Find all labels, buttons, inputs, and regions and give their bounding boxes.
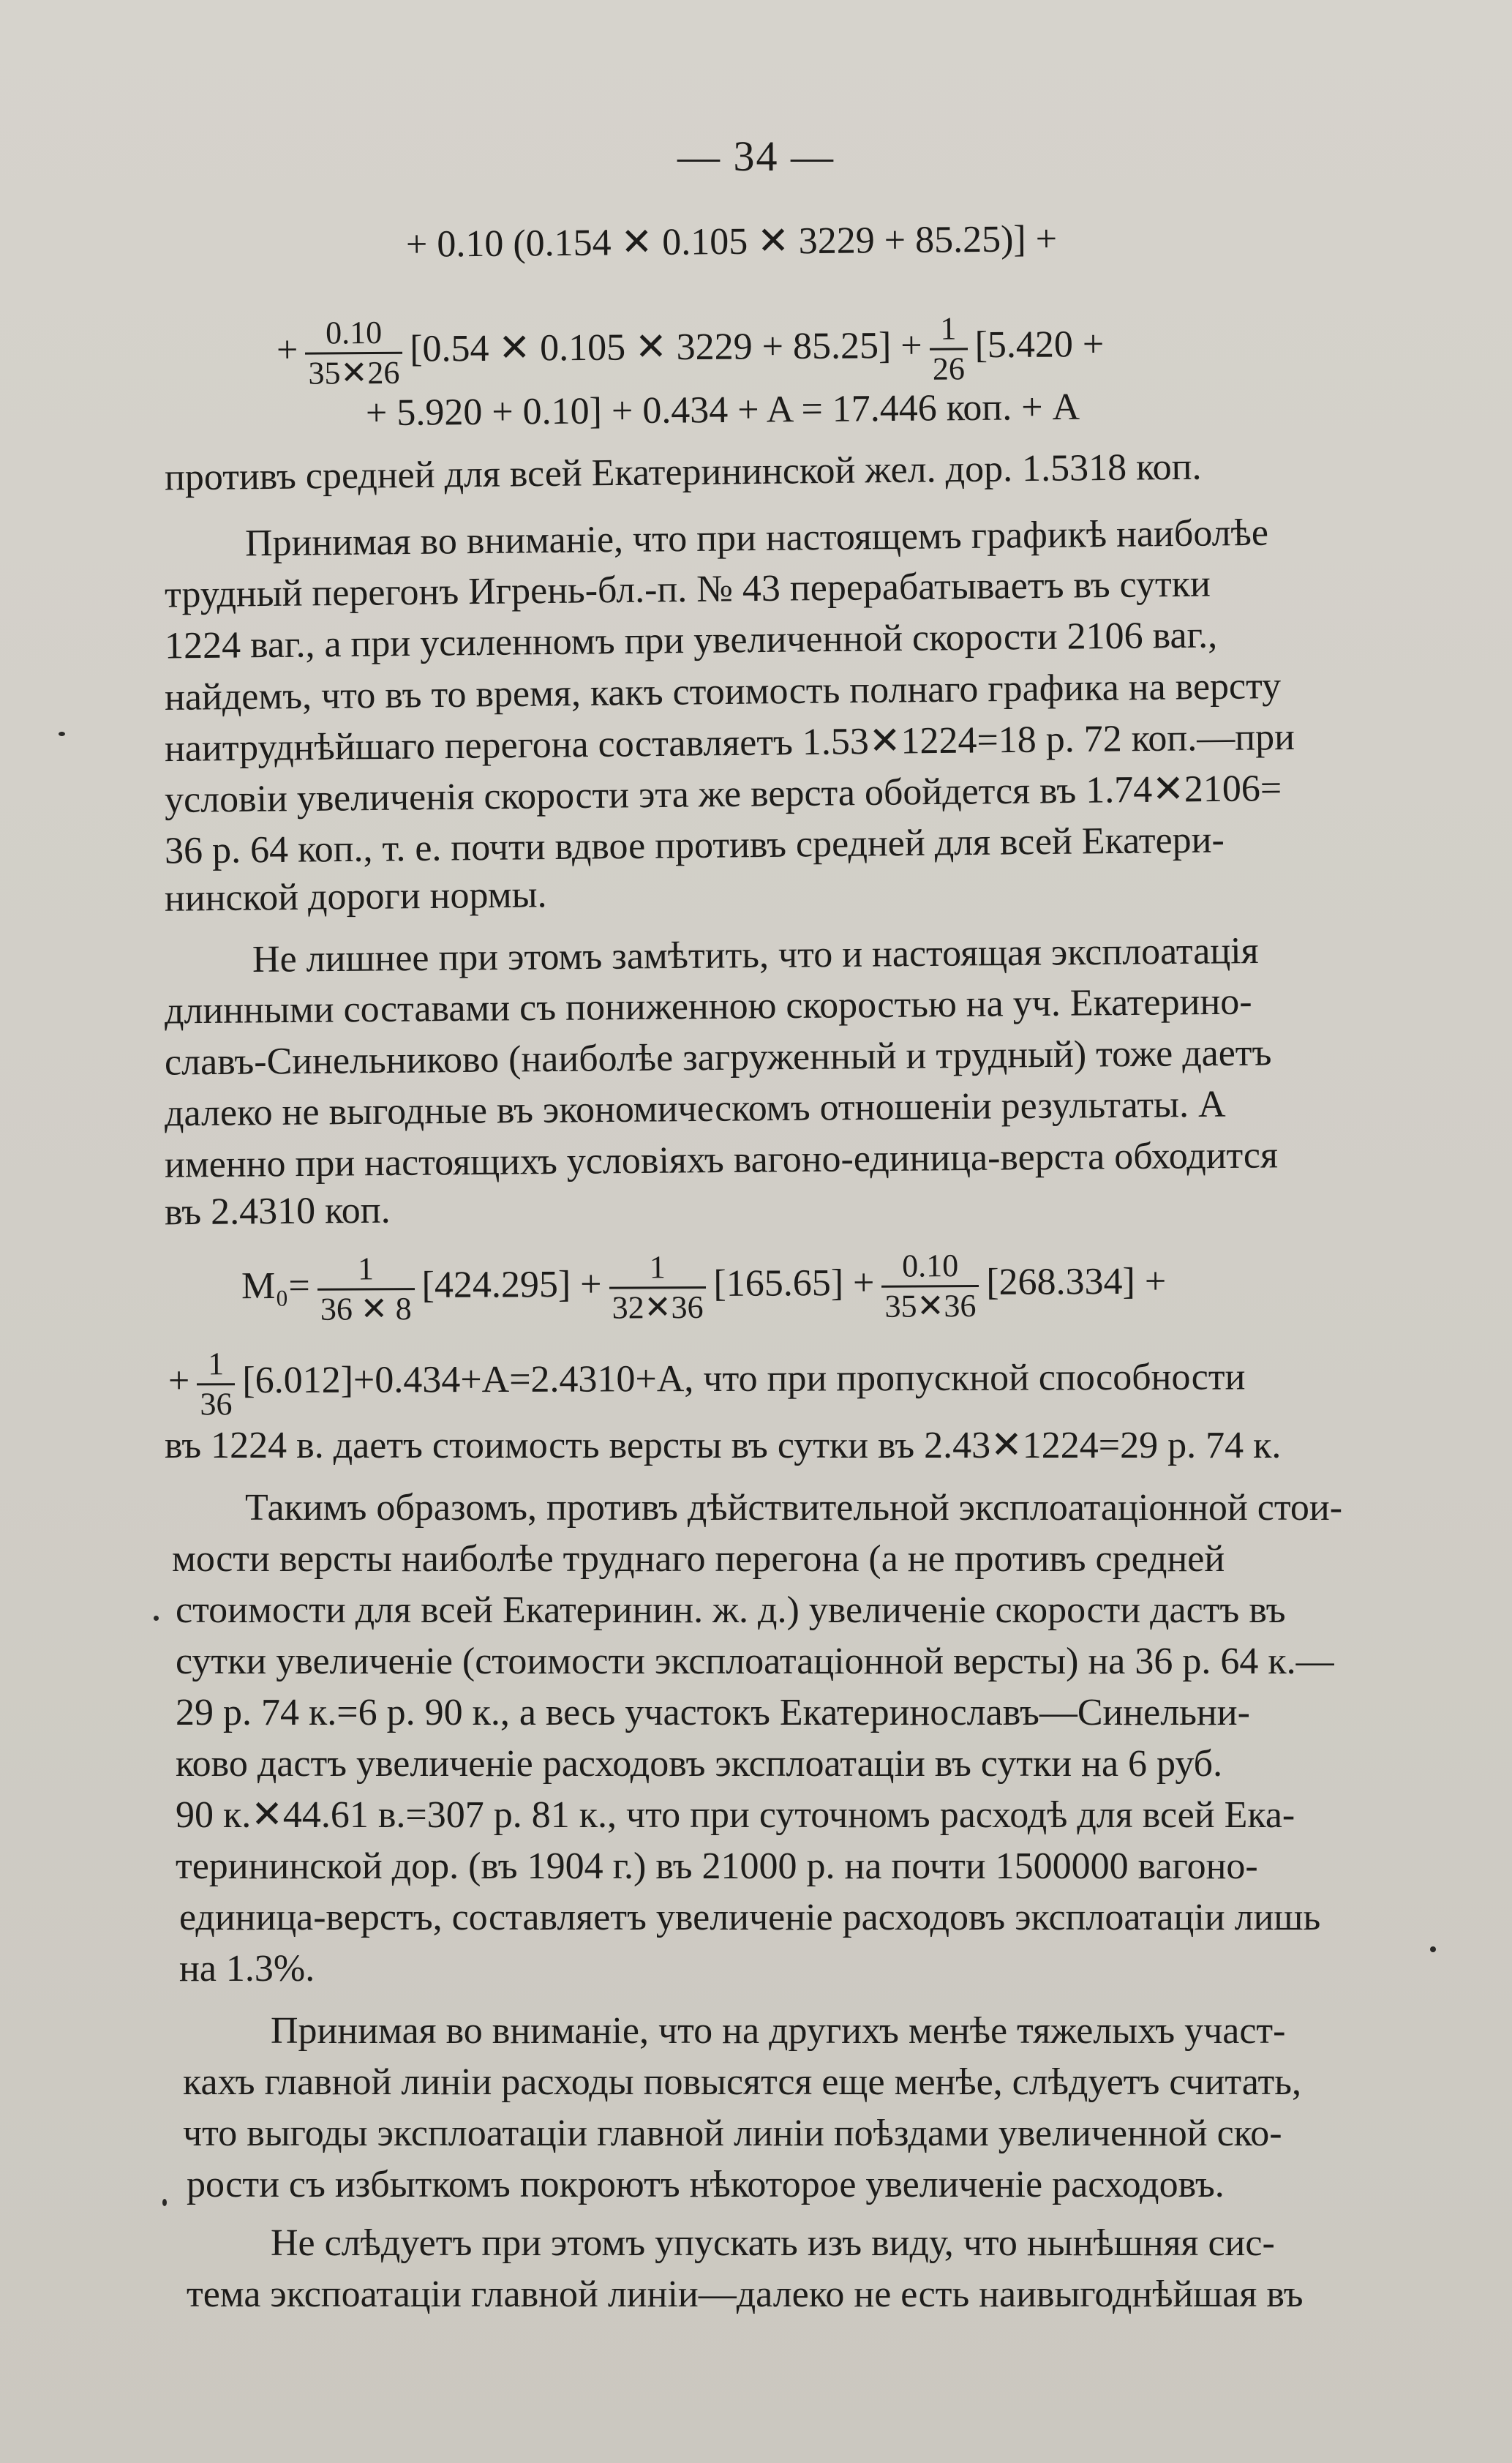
fraction-1-over-32x36: $\frac{1}{32✕36}$ — [609, 1248, 706, 1327]
text-line: единица-верстъ, составляетъ увеличеніе расходовъ эксплоатаціи лишь — [179, 1897, 1321, 1938]
text-line: 29 р. 74 к.=6 р. 90 к., а весь участокъ Екатеринославъ—Синельни- — [176, 1692, 1250, 1733]
text-line: нинской дороги нормы. — [164, 874, 547, 920]
text-line: въ 2.4310 коп. — [164, 1189, 391, 1234]
text-line: условіи увеличенія скорости эта же верста обойдется въ 1.74✕2106= — [164, 768, 1282, 821]
formula-line-2 — [277, 304, 1105, 392]
text-line: длинными составами съ пониженною скоростью на уч. Екатерино- — [164, 981, 1252, 1032]
formula-bracket-term: [0.54 ✕ 0.105 ✕ 3229 + 85.25] + — [410, 324, 922, 370]
formula-term: [268.334] + — [986, 1260, 1167, 1303]
text-line: мости версты наиболѣе труднаго перегона (а не противъ средней — [172, 1538, 1225, 1580]
text-line: въ 1224 в. даетъ стоимость версты въ сутки въ 2.43✕1224=29 р. 74 к. — [165, 1425, 1282, 1466]
fraction-0-10-over-35x26: $\frac{0.10}{35✕26}$ — [305, 313, 403, 392]
formula-line-3: + 5.920 + 0.10] + 0.434 + A = 17.446 коп. + A — [365, 386, 1080, 435]
text-line: стоимости для всей Екатеринин. ж. д.) увеличеніе скорости дастъ въ — [176, 1589, 1286, 1631]
text-line: трудный перегонъ Игрень-бл.-п. № 43 перерабатываетъ въ сутки — [164, 563, 1211, 616]
print-speck — [154, 1616, 159, 1621]
print-speck — [162, 2199, 167, 2206]
text-line: на 1.3%. — [179, 1948, 315, 1990]
text-line: сутки увеличеніе (стоимости эксплоатаціонной версты) на 36 р. 64 к.— — [176, 1641, 1334, 1682]
text-line: кахъ главной линіи расходы повысятся еще менѣе, слѣдуетъ считать, — [183, 2061, 1301, 2103]
text-line: ково дастъ увеличеніе расходовъ эксплоатаціи въ сутки на 6 руб. — [176, 1743, 1223, 1785]
formula-plus: + — [276, 329, 298, 371]
formula-m0-line-1 — [241, 1242, 1167, 1329]
text-line: далеко не выгодные въ экономическомъ отношеніи результаты. А — [164, 1083, 1226, 1135]
fraction-0-10-over-35x36: $\frac{0.10}{35✕36}$ — [881, 1247, 979, 1326]
formula-m0-line-2 — [168, 1337, 1246, 1423]
text-line: терининской дор. (въ 1904 г.) въ 21000 р. на почти 1500000 вагоно- — [176, 1845, 1258, 1887]
text-line: противъ средней для всей Екатерининской жел. дор. 1.5318 коп. — [164, 446, 1202, 499]
text-line: Принимая во вниманіе, что при настоящемъ графикѣ наиболѣе — [244, 511, 1269, 565]
text-line: славъ-Синельниково (наиболѣе загруженный и трудный) тоже даетъ — [164, 1032, 1272, 1084]
formula-term: [6.012]+0.434+A=2.4310+A, что при пропускной способности — [242, 1356, 1246, 1402]
text-line: 1224 ваг., а при усиленномъ при увеличенной скорости 2106 ваг., — [164, 614, 1218, 667]
formula-tail: [5.420 + — [974, 323, 1105, 367]
text-line: 90 к.✕44.61 в.=307 р. 81 к., что при суточномъ расходѣ для всей Ека- — [176, 1794, 1295, 1836]
text-line: Такимъ образомъ, противъ дѣйствительной эксплоатаціонной стои- — [245, 1487, 1343, 1529]
formula-plus: + — [168, 1360, 190, 1402]
text-line: Принимая во вниманіе, что на другихъ менѣе тяжелыхъ участ- — [271, 2010, 1286, 2052]
page-number: — 34 — — [677, 132, 835, 180]
text-line: Не слѣдуетъ при этомъ упускать изъ виду, что нынѣшняя сис- — [271, 2222, 1275, 2264]
text-line: тема экспоатаціи главной линіи—далеко не есть наивыгоднѣйшая въ — [187, 2273, 1304, 2315]
text-line: Не лишнее при этомъ замѣтить, что и настоящая эксплоатація — [252, 929, 1259, 981]
fraction-1-over-36x8: $\frac{1}{36 ✕ 8}$ — [317, 1250, 414, 1329]
formula-line-1: + 0.10 (0.154 ✕ 0.105 ✕ 3229 + 85.25)] + — [405, 218, 1058, 266]
formula-m0-lead: M₀= — [241, 1264, 310, 1308]
fraction-1-over-36: $\frac{1}{36}$ — [197, 1345, 235, 1423]
formula-term: [165.65] + — [713, 1262, 875, 1305]
text-line: рости съ избыткомъ покроютъ нѣкоторое увеличеніе расходовъ. — [187, 2164, 1225, 2205]
print-speck — [1430, 1946, 1436, 1952]
text-line: наитруднѣйшаго перегона составляетъ 1.53✕1224=18 р. 72 коп.—при — [164, 716, 1295, 771]
text-line: 36 р. 64 коп., т. е. почти вдвое противъ средней для всей Екатери- — [164, 819, 1225, 872]
text-line: найдемъ, что въ то время, какъ стоимость полнаго графика на версту — [164, 665, 1282, 719]
fraction-1-over-26: $\frac{1}{26}$ — [929, 310, 968, 388]
text-line: именно при настоящихъ условіяхъ вагоно-единица-верста обходится — [164, 1134, 1279, 1186]
formula-term: [424.295] + — [421, 1263, 602, 1307]
print-speck — [59, 732, 65, 736]
text-line: что выгоды эксплоатаціи главной линіи поѣздами увеличенной ско- — [183, 2113, 1282, 2154]
